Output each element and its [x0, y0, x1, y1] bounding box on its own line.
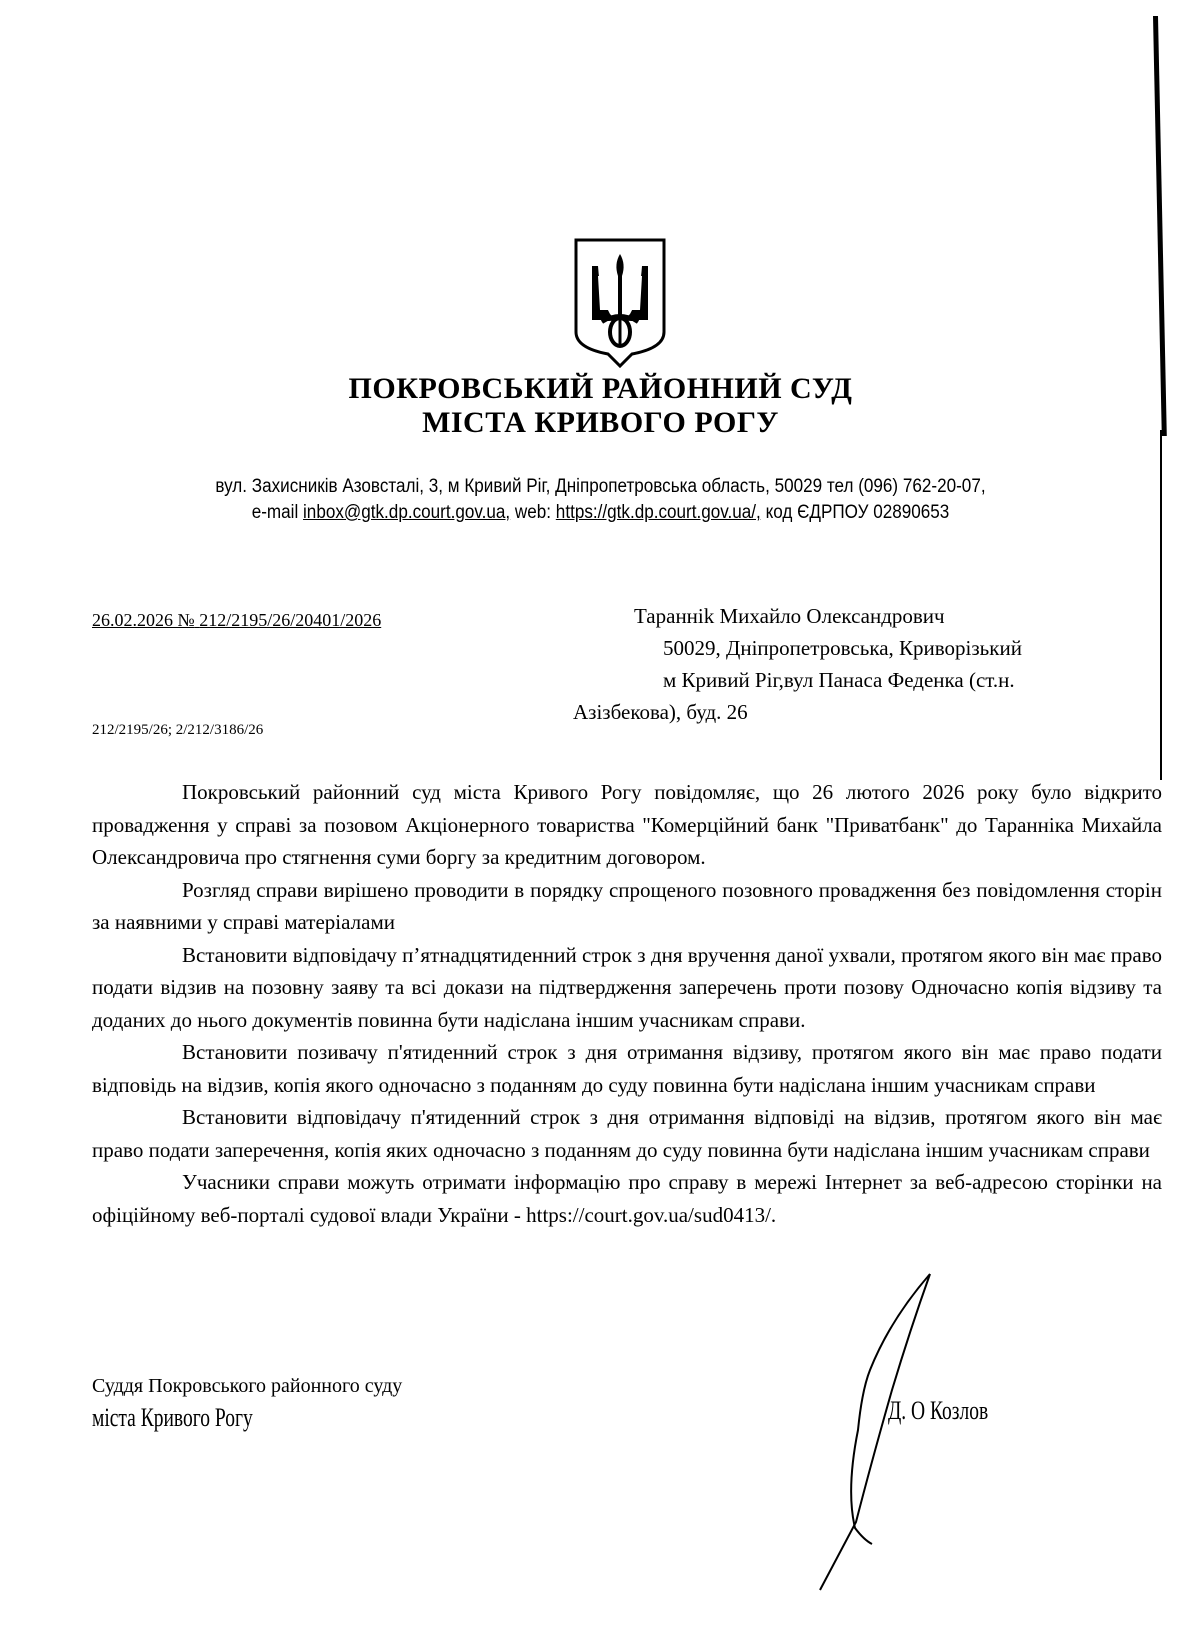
- recipient-address-line: 50029, Дніпропетровська, Криворізький: [663, 636, 1022, 660]
- email-label: e-mail: [251, 502, 299, 523]
- body-paragraph: Встановити позивачу п'ятиденний строк з дня отримання відзиву, протягом якого він має право подати відповідь на відзив, копія якого одночасно з поданням до суду повинна бути надіслана іншим учасникам справи: [92, 1040, 1162, 1097]
- edrpou-code: код ЄДРПОУ 02890653: [765, 502, 950, 523]
- email-link[interactable]: inbox@gtk.dp.court.gov.ua,: [303, 502, 511, 523]
- body-paragraph: Покровський районний суд міста Кривого Рогу повідомляє, що 26 лютого 2026 року було відкрито провадження у справі за позовом Акціонерного товариства "Комерційний банк "Приватбанк" до Таранніка Михайла Олександровича про стягнення суми боргу за кредитним договором.: [92, 780, 1162, 869]
- recipient-name: Таранніk Михайло Олександрович: [634, 604, 945, 628]
- scan-edge-mark-thin: [1160, 430, 1162, 780]
- body-paragraph: Учасники справи можуть отримати інформацію про справу в мережі Інтернет за веб-адресою сторінки на офіційному веб-порталі судової влади України - https://court.gov.ua/sud0413/.: [92, 1170, 1162, 1227]
- recipient-address-line: Азізбекова), буд. 26: [573, 700, 748, 724]
- judge-position: [92, 1370, 402, 1436]
- number-sign: №: [177, 610, 195, 630]
- judge-position-line: Суддя Покровського районного суду: [92, 1375, 403, 1397]
- notice-body: [92, 776, 1162, 1231]
- registration-date: 26.02.2026: [92, 610, 173, 630]
- case-numbers: 212/2195/26; 2/212/3186/26: [92, 722, 264, 738]
- body-paragraph: Розгляд справи вирішено проводити в порядку спрощеного позовного провадження без повідомлення сторін за наявними у справі матеріалами: [92, 877, 1162, 934]
- body-paragraph: Встановити відповідачу п'ятиденний строк з дня отримання відповіді на відзив, протягом якого він має право подати заперечення, копія яких одночасно з поданням до суду повинна бути надіслана іншим учасникам справи: [92, 1105, 1162, 1162]
- coat-of-arms-icon: [572, 236, 668, 368]
- registration-number: [92, 610, 381, 631]
- judge-name: Д. О Козлов: [888, 1396, 989, 1425]
- court-address: вул. Захисників Азовсталі, 3, м Кривий Ріг, Дніпропетровська область, 50029 тел (096) 762-20-07,: [215, 476, 986, 497]
- court-contacts: [60, 500, 1141, 526]
- handwritten-signature-icon: [780, 1260, 980, 1620]
- body-paragraph: Встановити відповідачу п’ятнадцятиденний строк з дня вручення даної ухвали, протягом якого він має право подати відзив на позовну заяву та всі докази на підтвердження заперечень проти позову Одночасно копія відзиву та доданих до нього документів повинна бути надіслана іншим учасникам справи.: [92, 942, 1162, 1032]
- recipient-address-line: м Кривий Ріг,вул Панаса Феденка (ст.н.: [663, 668, 1015, 692]
- court-title: ПОКРОВСЬКИЙ РАЙОННИЙ СУД: [348, 372, 853, 405]
- judge-position-line: міста Кривого Рогу: [92, 1403, 253, 1432]
- court-title-city: МІСТА КРИВОГО РОГУ: [422, 406, 779, 439]
- outgoing-number: 212/2195/26/20401/2026: [199, 610, 382, 630]
- web-label: web:: [514, 502, 552, 523]
- web-link[interactable]: https://gtk.dp.court.gov.ua/,: [555, 502, 761, 523]
